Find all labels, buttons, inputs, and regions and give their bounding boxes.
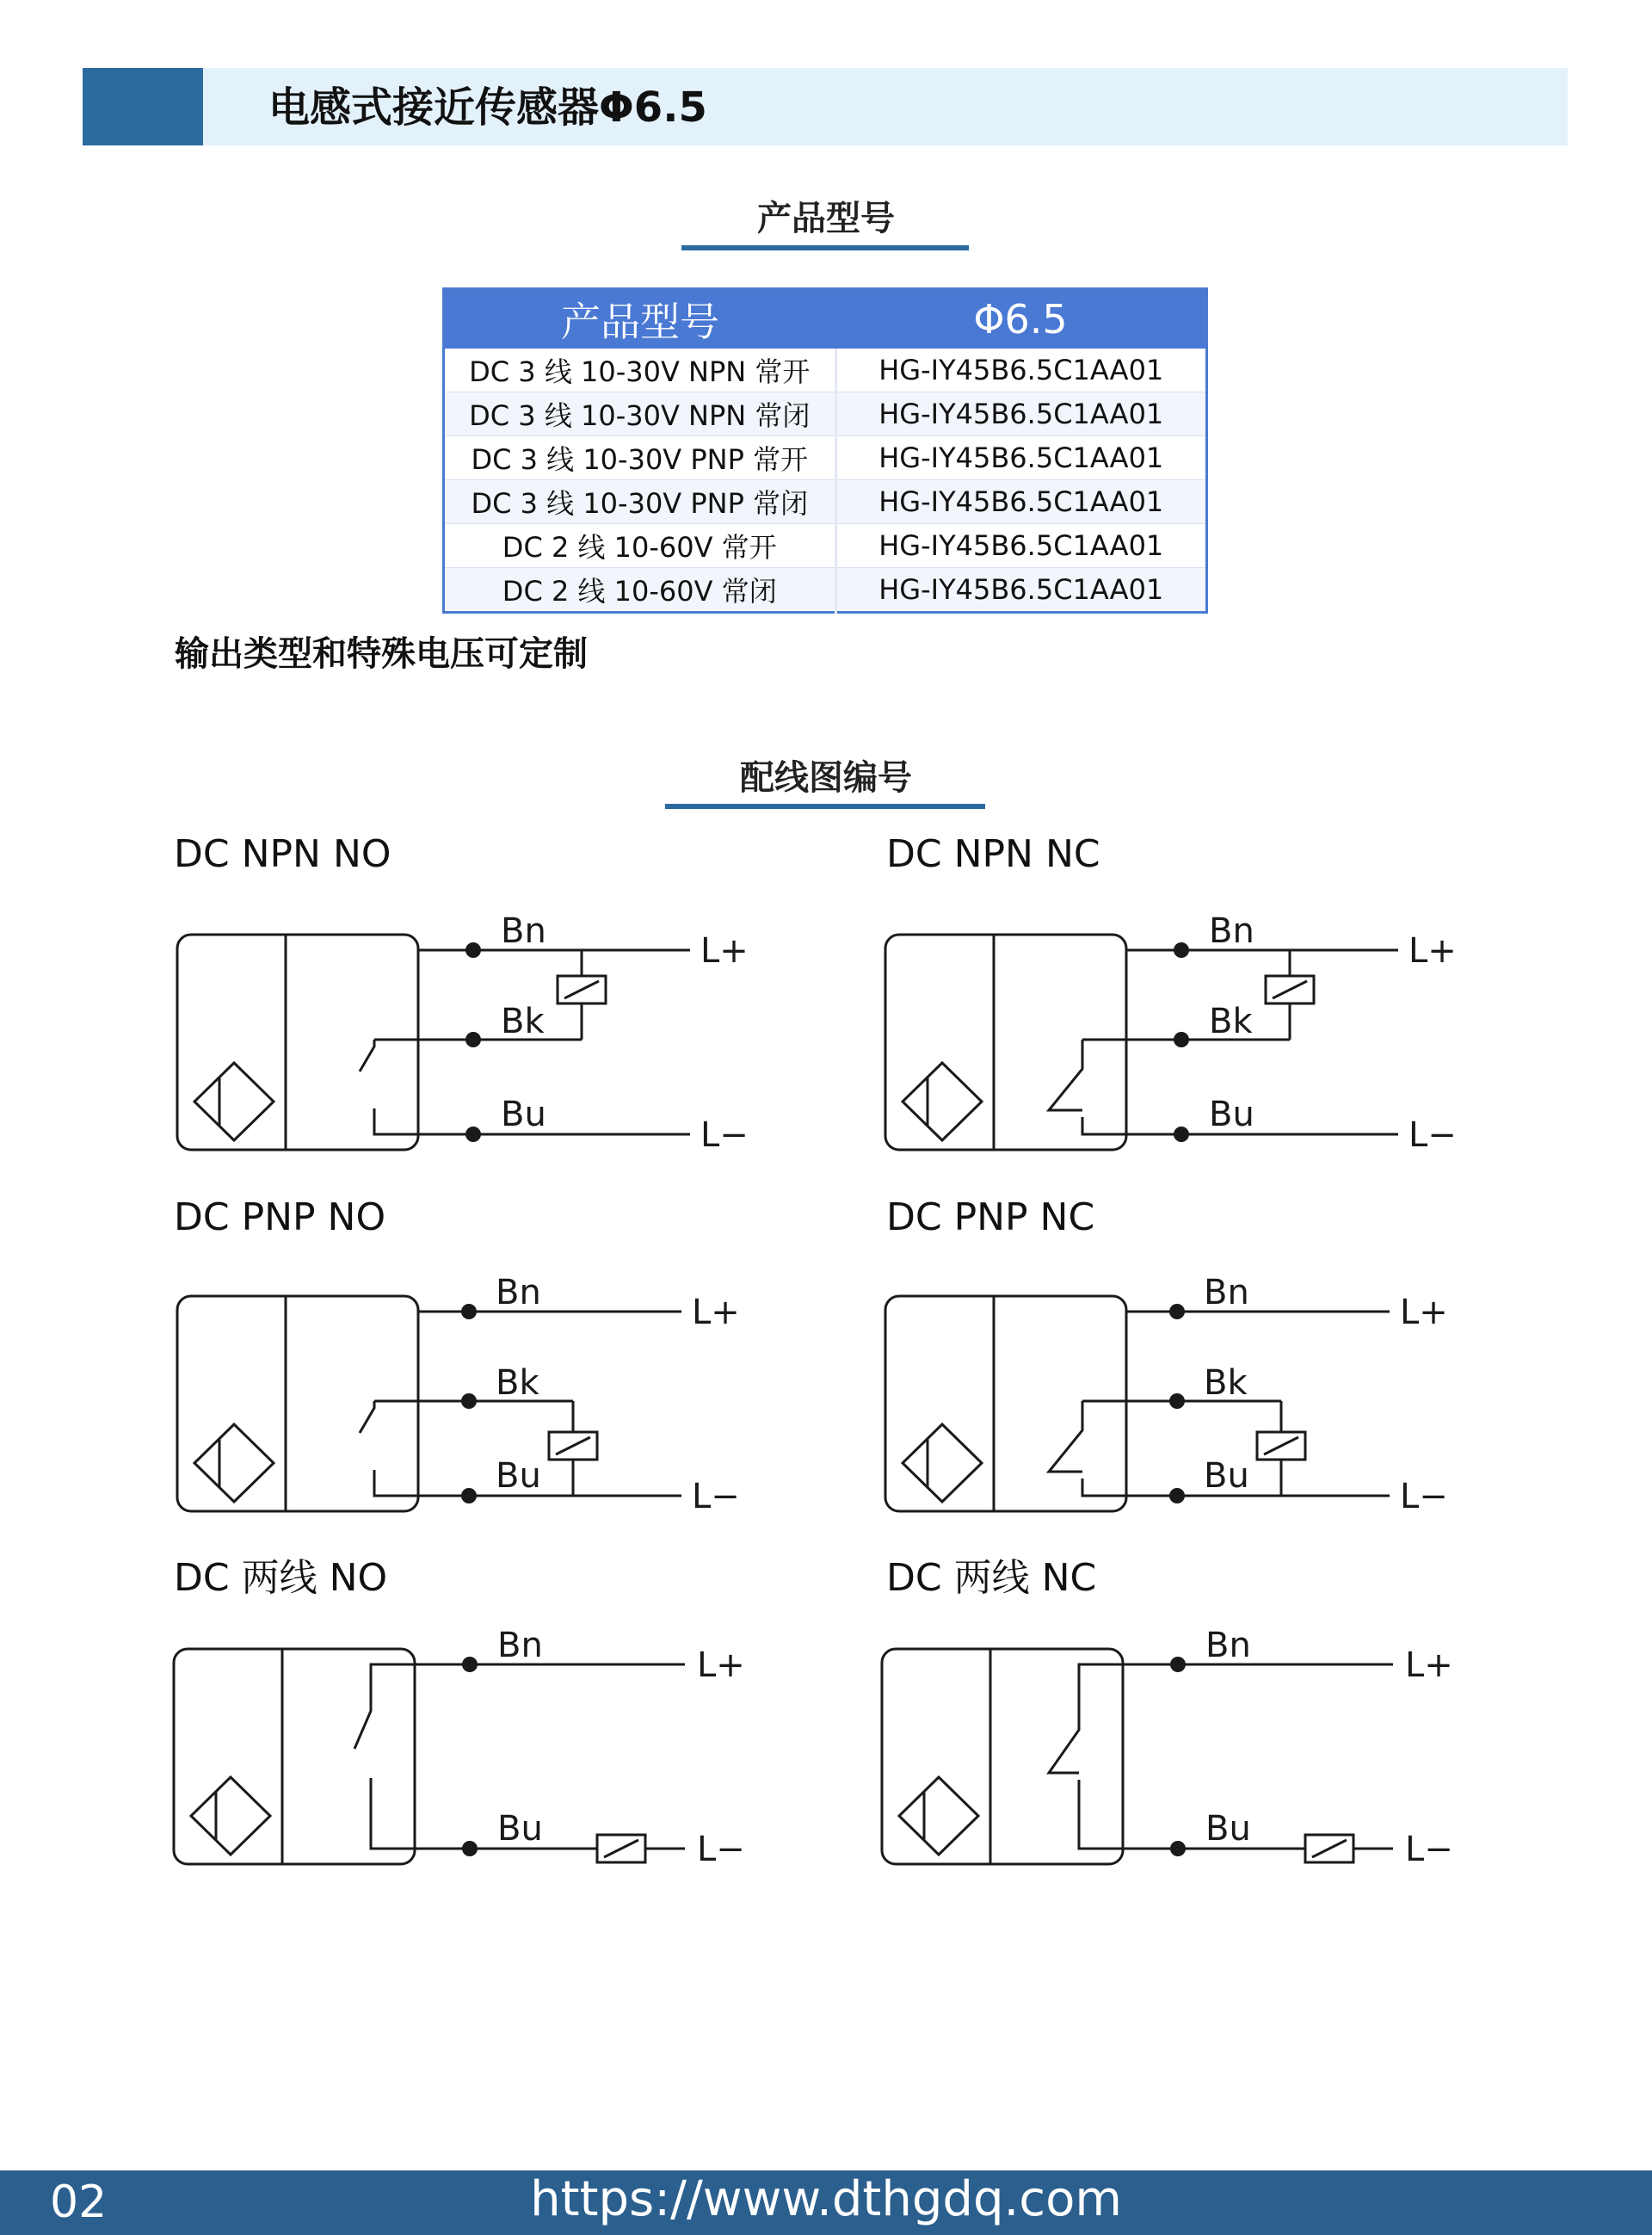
diagram-title: DC NPN NO: [174, 832, 391, 876]
table-row: [444, 480, 1207, 524]
table-cell-model: HG-IY45B6.5C1AA01: [835, 392, 1206, 436]
wiring-section-title: 配线图编号: [740, 758, 912, 798]
wire-label-bn: Bn: [1204, 1273, 1249, 1312]
terminal-dot: [1169, 1393, 1185, 1409]
wire-label-bn: Bn: [497, 1626, 543, 1665]
sensing-face-icon: [191, 1777, 270, 1855]
load-relay-icon: [597, 1835, 645, 1862]
sensor-body: [882, 1649, 1123, 1864]
sensing-face-icon: [903, 1063, 982, 1140]
terminal-label-plus: L+: [1409, 931, 1457, 971]
table-cell-spec: DC 3 线 10-30V NPN 常开: [444, 349, 836, 392]
terminal-dot: [465, 942, 481, 958]
load-relay-icon: [1305, 1835, 1353, 1862]
table-row: [444, 349, 1207, 392]
terminal-dot: [1174, 942, 1189, 958]
wire-label-bn: Bn: [501, 911, 546, 951]
table-cell-spec: DC 2 线 10-60V 常开: [444, 524, 836, 568]
terminal-label-minus: L−: [1405, 1830, 1453, 1869]
wiring-diagram-pnp-nc: [872, 1256, 1491, 1532]
wire-label-bu: Bu: [1204, 1456, 1249, 1496]
table-cell-spec: DC 3 线 10-30V PNP 常闭: [444, 480, 836, 524]
nc-switch-icon: [1049, 1040, 1126, 1134]
no-switch-icon: [354, 1664, 415, 1849]
load-relay-icon: [1266, 976, 1314, 1003]
wire-label-bu: Bu: [496, 1456, 541, 1496]
wiring-diagram-npn-no: [163, 895, 783, 1170]
table-cell-spec: DC 3 线 10-30V PNP 常开: [444, 436, 836, 480]
terminal-label-minus: L−: [697, 1830, 745, 1869]
sensing-face-icon: [194, 1424, 274, 1502]
table-header-row: [444, 289, 1207, 349]
page-title: 电感式接近传感器Φ6.5: [268, 83, 707, 132]
terminal-dot: [465, 1032, 481, 1047]
wire-label-bu: Bu: [1209, 1095, 1254, 1134]
wire-label-bk: Bk: [1209, 1002, 1253, 1041]
table-row: [444, 392, 1207, 436]
diagram-title: DC 两线 NO: [174, 1556, 388, 1600]
sensor-body: [885, 935, 1126, 1150]
model-table: [442, 287, 1208, 614]
terminal-dot: [465, 1127, 481, 1142]
table-header-size: Φ6.5: [835, 289, 1206, 349]
sensor-body: [177, 935, 418, 1150]
wire-label-bn: Bn: [496, 1273, 541, 1312]
terminal-dot: [1169, 1304, 1185, 1319]
load-relay-icon: [558, 976, 606, 1003]
terminal-dot: [461, 1304, 477, 1319]
no-switch-icon: [360, 1401, 418, 1496]
terminal-dot: [1174, 1032, 1189, 1047]
terminal-label-plus: L+: [1400, 1293, 1448, 1332]
terminal-dot: [1169, 1488, 1185, 1503]
terminal-dot: [461, 1393, 477, 1409]
model-section-rule: [681, 245, 969, 250]
terminal-label-plus: L+: [692, 1293, 740, 1332]
wiring-diagram-2wire-nc: [868, 1609, 1488, 1885]
table-cell-model: HG-IY45B6.5C1AA01: [835, 568, 1206, 613]
load-relay-icon: [549, 1432, 597, 1460]
page-number: 02: [50, 2176, 108, 2228]
wiring-diagram-pnp-no: [163, 1256, 783, 1532]
terminal-dot: [462, 1657, 478, 1672]
terminal-label-minus: L−: [1409, 1115, 1457, 1155]
wire-label-bu: Bu: [1205, 1809, 1251, 1849]
wiring-section-rule: [665, 804, 985, 809]
table-cell-model: HG-IY45B6.5C1AA01: [835, 436, 1206, 480]
diagram-title: DC PNP NO: [174, 1195, 386, 1239]
header-accent-block: [83, 68, 203, 145]
sensor-body: [885, 1296, 1126, 1511]
sensing-face-icon: [194, 1063, 274, 1140]
terminal-dot: [461, 1488, 477, 1503]
wire-label-bn: Bn: [1209, 911, 1254, 951]
table-header-model: 产品型号: [444, 289, 836, 349]
table-cell-spec: DC 2 线 10-60V 常闭: [444, 568, 836, 613]
sensor-body: [177, 1296, 418, 1511]
diagram-title: DC 两线 NC: [886, 1556, 1097, 1600]
terminal-label-minus: L−: [1400, 1477, 1448, 1516]
table-cell-spec: DC 3 线 10-30V NPN 常闭: [444, 392, 836, 436]
terminal-dot: [1170, 1657, 1186, 1672]
terminal-label-plus: L+: [1405, 1645, 1453, 1685]
terminal-label-minus: L−: [700, 1115, 749, 1155]
diagram-title: DC NPN NC: [886, 832, 1100, 876]
wire-label-bu: Bu: [497, 1809, 543, 1849]
table-row: [444, 436, 1207, 480]
table-cell-model: HG-IY45B6.5C1AA01: [835, 480, 1206, 524]
table-cell-model: HG-IY45B6.5C1AA01: [835, 349, 1206, 392]
load-relay-icon: [1257, 1432, 1305, 1460]
sensing-face-icon: [903, 1424, 982, 1502]
terminal-label-minus: L−: [692, 1477, 740, 1516]
no-switch-icon: [360, 1040, 418, 1134]
terminal-label-plus: L+: [697, 1645, 745, 1685]
diagram-title: DC PNP NC: [886, 1195, 1095, 1239]
table-cell-model: HG-IY45B6.5C1AA01: [835, 524, 1206, 568]
terminal-dot: [1170, 1841, 1186, 1856]
sensing-face-icon: [899, 1777, 978, 1855]
wire-label-bn: Bn: [1205, 1626, 1251, 1665]
website-url[interactable]: https://www.dthgdq.com: [530, 2171, 1122, 2227]
table-row: [444, 568, 1207, 613]
model-section-title: 产品型号: [757, 199, 895, 238]
wire-label-bu: Bu: [501, 1095, 546, 1134]
terminal-dot: [1174, 1127, 1189, 1142]
wiring-diagram-2wire-no: [160, 1609, 780, 1885]
wire-label-bk: Bk: [496, 1363, 539, 1403]
nc-switch-icon: [1049, 1664, 1123, 1849]
terminal-label-plus: L+: [700, 931, 749, 971]
sensor-body: [174, 1649, 415, 1864]
nc-switch-icon: [1049, 1401, 1126, 1496]
customization-note: 输出类型和特殊电压可定制: [175, 634, 588, 674]
wire-label-bk: Bk: [501, 1002, 545, 1041]
terminal-dot: [462, 1841, 478, 1856]
wiring-diagram-npn-nc: [872, 895, 1491, 1170]
wire-label-bk: Bk: [1204, 1363, 1248, 1403]
table-row: [444, 524, 1207, 568]
